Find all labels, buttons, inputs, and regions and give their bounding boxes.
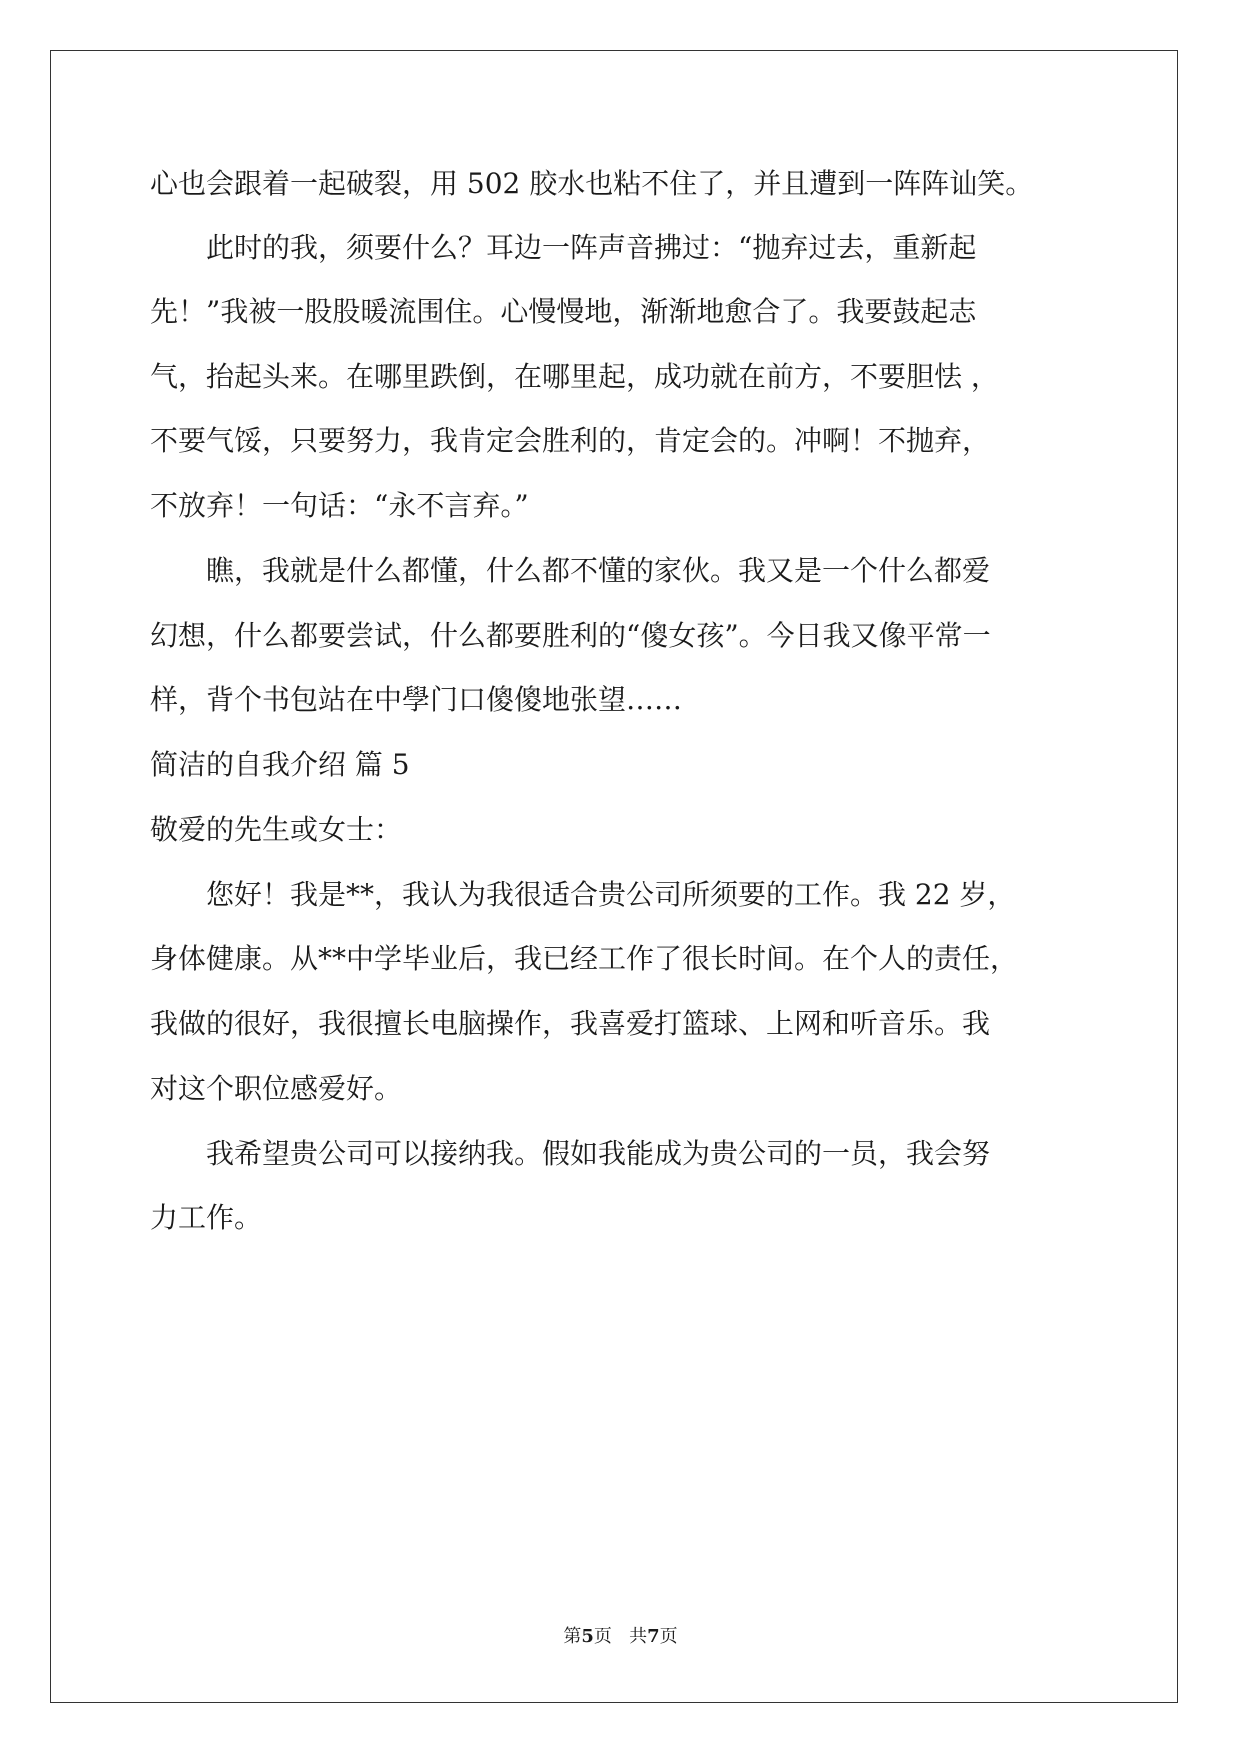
- footer-page-total: 7: [647, 1626, 660, 1647]
- footer-prefix: 第: [563, 1626, 582, 1647]
- footer-page-current: 5: [581, 1626, 594, 1647]
- footer-suffix: 页: [659, 1626, 678, 1647]
- footer-mid: 页 共: [593, 1626, 648, 1647]
- page-footer: [0, 1622, 1241, 1648]
